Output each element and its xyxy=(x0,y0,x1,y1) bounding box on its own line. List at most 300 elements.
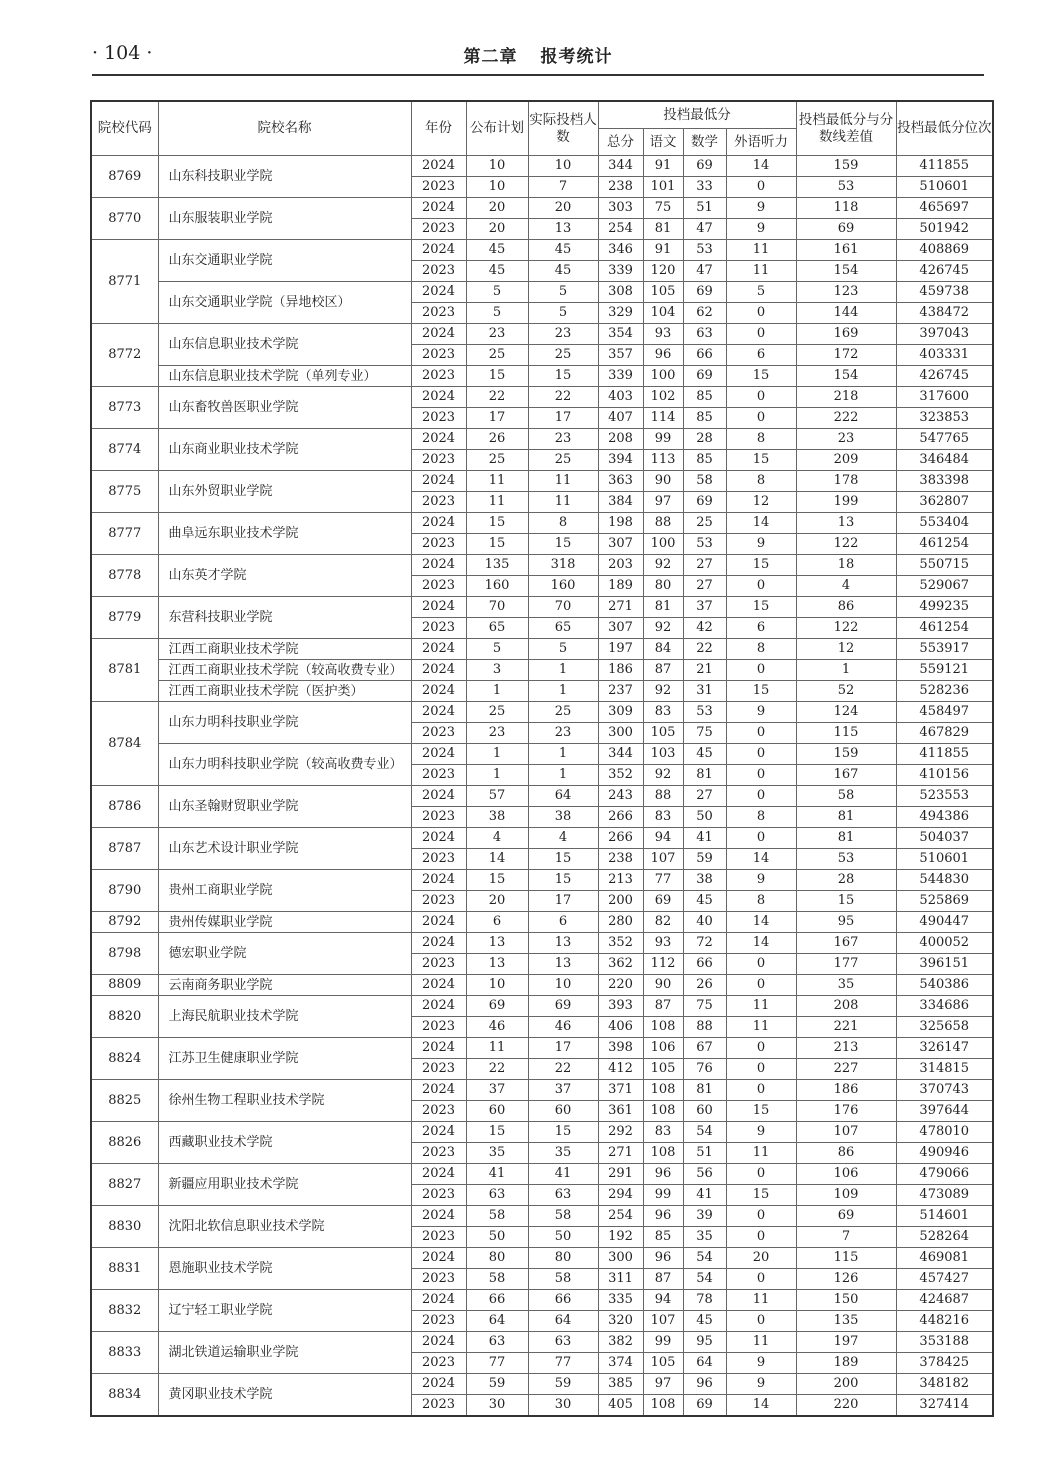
cell-plan: 22 xyxy=(466,1059,528,1080)
cell-chinese: 80 xyxy=(643,576,683,597)
header-plan: 公布计划 xyxy=(466,101,528,156)
cell-diff: 150 xyxy=(796,1290,896,1311)
cell-chinese: 113 xyxy=(643,450,683,471)
cell-rank: 553917 xyxy=(896,639,993,660)
cell-actual: 60 xyxy=(528,1101,598,1122)
cell-actual: 35 xyxy=(528,1143,598,1164)
table-row xyxy=(91,471,993,492)
cell-chinese: 69 xyxy=(643,891,683,912)
cell-year: 2024 xyxy=(411,1374,466,1395)
cell-plan: 6 xyxy=(466,912,528,933)
cell-math: 95 xyxy=(683,1332,726,1353)
cell-foreign: 9 xyxy=(726,1374,796,1395)
cell-foreign: 0 xyxy=(726,975,796,996)
cell-total: 393 xyxy=(598,996,643,1017)
cell-foreign: 0 xyxy=(726,408,796,429)
table-body xyxy=(91,156,993,1417)
cell-plan: 17 xyxy=(466,408,528,429)
cell-year: 2024 xyxy=(411,597,466,618)
cell-plan: 13 xyxy=(466,933,528,954)
cell-foreign: 11 xyxy=(726,1290,796,1311)
cell-chinese: 90 xyxy=(643,471,683,492)
cell-year: 2023 xyxy=(411,1353,466,1374)
cell-name: 江西工商职业技术学院 xyxy=(158,639,411,660)
cell-diff: 159 xyxy=(796,744,896,765)
cell-actual: 17 xyxy=(528,1038,598,1059)
cell-plan: 15 xyxy=(466,1122,528,1143)
cell-rank: 323853 xyxy=(896,408,993,429)
cell-year: 2023 xyxy=(411,177,466,198)
cell-year: 2024 xyxy=(411,555,466,576)
cell-code: 8779 xyxy=(91,597,158,639)
cell-rank: 499235 xyxy=(896,597,993,618)
cell-chinese: 104 xyxy=(643,303,683,324)
table-row xyxy=(91,1038,993,1059)
cell-plan: 25 xyxy=(466,345,528,366)
cell-diff: 197 xyxy=(796,1332,896,1353)
cell-diff: 169 xyxy=(796,324,896,345)
cell-year: 2024 xyxy=(411,1122,466,1143)
cell-rank: 514601 xyxy=(896,1206,993,1227)
cell-rank: 397644 xyxy=(896,1101,993,1122)
cell-rank: 490447 xyxy=(896,912,993,933)
cell-diff: 222 xyxy=(796,408,896,429)
cell-total: 238 xyxy=(598,177,643,198)
cell-plan: 14 xyxy=(466,849,528,870)
cell-plan: 26 xyxy=(466,429,528,450)
cell-math: 25 xyxy=(683,513,726,534)
cell-year: 2023 xyxy=(411,534,466,555)
cell-total: 363 xyxy=(598,471,643,492)
cell-chinese: 97 xyxy=(643,1374,683,1395)
cell-actual: 64 xyxy=(528,786,598,807)
cell-math: 53 xyxy=(683,240,726,261)
cell-math: 40 xyxy=(683,912,726,933)
cell-plan: 25 xyxy=(466,702,528,723)
cell-chinese: 92 xyxy=(643,765,683,786)
cell-plan: 15 xyxy=(466,513,528,534)
cell-total: 371 xyxy=(598,1080,643,1101)
cell-year: 2024 xyxy=(411,513,466,534)
cell-math: 54 xyxy=(683,1269,726,1290)
cell-name: 山东外贸职业学院 xyxy=(158,471,411,513)
cell-plan: 160 xyxy=(466,576,528,597)
header-rank: 投档最低分位次 xyxy=(896,101,993,156)
cell-rank: 448216 xyxy=(896,1311,993,1332)
cell-math: 41 xyxy=(683,828,726,849)
cell-foreign: 11 xyxy=(726,996,796,1017)
cell-diff: 23 xyxy=(796,429,896,450)
cell-plan: 77 xyxy=(466,1353,528,1374)
cell-foreign: 11 xyxy=(726,1017,796,1038)
cell-rank: 559121 xyxy=(896,660,993,681)
cell-actual: 23 xyxy=(528,723,598,744)
cell-math: 39 xyxy=(683,1206,726,1227)
cell-code: 8834 xyxy=(91,1374,158,1417)
cell-name: 恩施职业技术学院 xyxy=(158,1248,411,1290)
cell-math: 96 xyxy=(683,1374,726,1395)
cell-chinese: 83 xyxy=(643,702,683,723)
cell-plan: 11 xyxy=(466,1038,528,1059)
cell-total: 254 xyxy=(598,219,643,240)
cell-total: 266 xyxy=(598,828,643,849)
cell-diff: 69 xyxy=(796,1206,896,1227)
cell-math: 69 xyxy=(683,156,726,177)
cell-chinese: 108 xyxy=(643,1143,683,1164)
cell-actual: 8 xyxy=(528,513,598,534)
cell-name: 山东信息职业技术学院 xyxy=(158,324,411,366)
cell-year: 2023 xyxy=(411,765,466,786)
cell-actual: 1 xyxy=(528,681,598,702)
cell-name: 东营科技职业学院 xyxy=(158,597,411,639)
cell-year: 2024 xyxy=(411,1038,466,1059)
cell-year: 2023 xyxy=(411,618,466,639)
cell-total: 352 xyxy=(598,933,643,954)
cell-rank: 473089 xyxy=(896,1185,993,1206)
cell-math: 41 xyxy=(683,1185,726,1206)
cell-total: 335 xyxy=(598,1290,643,1311)
cell-total: 271 xyxy=(598,1143,643,1164)
cell-foreign: 0 xyxy=(726,1227,796,1248)
table-row xyxy=(91,870,993,891)
cell-name: 山东力明科技职业学院 xyxy=(158,702,411,744)
cell-plan: 63 xyxy=(466,1185,528,1206)
cell-foreign: 15 xyxy=(726,1101,796,1122)
cell-diff: 176 xyxy=(796,1101,896,1122)
cell-chinese: 87 xyxy=(643,660,683,681)
cell-plan: 65 xyxy=(466,618,528,639)
cell-math: 85 xyxy=(683,408,726,429)
cell-math: 27 xyxy=(683,786,726,807)
cell-year: 2023 xyxy=(411,450,466,471)
cell-year: 2024 xyxy=(411,870,466,891)
cell-code: 8775 xyxy=(91,471,158,513)
cell-math: 45 xyxy=(683,744,726,765)
cell-math: 76 xyxy=(683,1059,726,1080)
cell-name: 曲阜远东职业技术学院 xyxy=(158,513,411,555)
cell-math: 75 xyxy=(683,996,726,1017)
cell-math: 27 xyxy=(683,576,726,597)
cell-plan: 60 xyxy=(466,1101,528,1122)
cell-total: 357 xyxy=(598,345,643,366)
cell-total: 354 xyxy=(598,324,643,345)
cell-year: 2023 xyxy=(411,807,466,828)
cell-code: 8777 xyxy=(91,513,158,555)
cell-foreign: 0 xyxy=(726,1059,796,1080)
cell-year: 2024 xyxy=(411,471,466,492)
cell-total: 394 xyxy=(598,450,643,471)
cell-diff: 118 xyxy=(796,198,896,219)
table-row xyxy=(91,996,993,1017)
cell-rank: 400052 xyxy=(896,933,993,954)
table-row xyxy=(91,1206,993,1227)
cell-chinese: 96 xyxy=(643,1206,683,1227)
cell-chinese: 96 xyxy=(643,1248,683,1269)
table-row xyxy=(91,597,993,618)
cell-diff: 28 xyxy=(796,870,896,891)
cell-plan: 11 xyxy=(466,492,528,513)
cell-total: 412 xyxy=(598,1059,643,1080)
header-chinese: 语文 xyxy=(643,129,683,156)
cell-total: 292 xyxy=(598,1122,643,1143)
cell-total: 308 xyxy=(598,282,643,303)
cell-foreign: 0 xyxy=(726,765,796,786)
cell-actual: 10 xyxy=(528,156,598,177)
cell-math: 31 xyxy=(683,681,726,702)
cell-code: 8824 xyxy=(91,1038,158,1080)
cell-math: 56 xyxy=(683,1164,726,1185)
cell-plan: 41 xyxy=(466,1164,528,1185)
cell-total: 320 xyxy=(598,1311,643,1332)
cell-actual: 22 xyxy=(528,1059,598,1080)
cell-rank: 478010 xyxy=(896,1122,993,1143)
cell-total: 398 xyxy=(598,1038,643,1059)
cell-diff: 53 xyxy=(796,177,896,198)
cell-diff: 177 xyxy=(796,954,896,975)
cell-chinese: 108 xyxy=(643,1101,683,1122)
table-row xyxy=(91,555,993,576)
cell-diff: 1 xyxy=(796,660,896,681)
cell-plan: 45 xyxy=(466,240,528,261)
cell-year: 2024 xyxy=(411,1332,466,1353)
table-row xyxy=(91,429,993,450)
cell-plan: 30 xyxy=(466,1395,528,1417)
cell-rank: 529067 xyxy=(896,576,993,597)
cell-diff: 159 xyxy=(796,156,896,177)
cell-plan: 15 xyxy=(466,366,528,387)
table-row xyxy=(91,240,993,261)
cell-math: 21 xyxy=(683,660,726,681)
cell-year: 2023 xyxy=(411,954,466,975)
table-row xyxy=(91,1122,993,1143)
cell-actual: 5 xyxy=(528,282,598,303)
cell-diff: 186 xyxy=(796,1080,896,1101)
cell-foreign: 14 xyxy=(726,156,796,177)
cell-chinese: 85 xyxy=(643,1227,683,1248)
cell-diff: 115 xyxy=(796,723,896,744)
cell-foreign: 8 xyxy=(726,429,796,450)
cell-diff: 167 xyxy=(796,765,896,786)
cell-diff: 135 xyxy=(796,1311,896,1332)
cell-name: 山东交通职业学院（异地校区） xyxy=(158,282,411,324)
table-row xyxy=(91,282,993,303)
cell-rank: 426745 xyxy=(896,366,993,387)
cell-actual: 15 xyxy=(528,366,598,387)
table-row xyxy=(91,1290,993,1311)
cell-diff: 161 xyxy=(796,240,896,261)
cell-name: 山东商业职业技术学院 xyxy=(158,429,411,471)
cell-total: 307 xyxy=(598,618,643,639)
cell-year: 2024 xyxy=(411,639,466,660)
table-row xyxy=(91,156,993,177)
cell-diff: 218 xyxy=(796,387,896,408)
page-number: · 104 · xyxy=(92,42,153,64)
cell-diff: 81 xyxy=(796,807,896,828)
cell-rank: 348182 xyxy=(896,1374,993,1395)
cell-actual: 45 xyxy=(528,261,598,282)
cell-chinese: 97 xyxy=(643,492,683,513)
chapter-title xyxy=(92,42,984,67)
cell-code: 8769 xyxy=(91,156,158,198)
cell-name: 山东艺术设计职业学院 xyxy=(158,828,411,870)
cell-code: 8792 xyxy=(91,912,158,933)
cell-diff: 154 xyxy=(796,366,896,387)
cell-rank: 494386 xyxy=(896,807,993,828)
cell-foreign: 0 xyxy=(726,828,796,849)
cell-diff: 109 xyxy=(796,1185,896,1206)
cell-year: 2023 xyxy=(411,1185,466,1206)
cell-rank: 408869 xyxy=(896,240,993,261)
cell-name: 上海民航职业技术学院 xyxy=(158,996,411,1038)
cell-chinese: 108 xyxy=(643,1017,683,1038)
cell-actual: 6 xyxy=(528,912,598,933)
cell-chinese: 77 xyxy=(643,870,683,891)
cell-foreign: 9 xyxy=(726,198,796,219)
cell-math: 66 xyxy=(683,345,726,366)
cell-total: 192 xyxy=(598,1227,643,1248)
cell-year: 2024 xyxy=(411,282,466,303)
cell-rank: 459738 xyxy=(896,282,993,303)
cell-diff: 126 xyxy=(796,1269,896,1290)
cell-diff: 86 xyxy=(796,1143,896,1164)
cell-math: 63 xyxy=(683,324,726,345)
cell-actual: 15 xyxy=(528,1122,598,1143)
cell-year: 2024 xyxy=(411,1164,466,1185)
cell-math: 88 xyxy=(683,1017,726,1038)
cell-foreign: 12 xyxy=(726,492,796,513)
cell-total: 361 xyxy=(598,1101,643,1122)
cell-chinese: 105 xyxy=(643,282,683,303)
cell-actual: 63 xyxy=(528,1185,598,1206)
cell-year: 2023 xyxy=(411,1227,466,1248)
cell-actual: 11 xyxy=(528,492,598,513)
header-actual: 实际投档人数 xyxy=(528,101,598,156)
cell-math: 69 xyxy=(683,366,726,387)
cell-name: 江西工商职业技术学院（医护类） xyxy=(158,681,411,702)
table-row xyxy=(91,1374,993,1395)
table-row xyxy=(91,933,993,954)
cell-foreign: 5 xyxy=(726,282,796,303)
cell-foreign: 0 xyxy=(726,1164,796,1185)
cell-rank: 326147 xyxy=(896,1038,993,1059)
cell-year: 2023 xyxy=(411,492,466,513)
table-row xyxy=(91,912,993,933)
cell-total: 329 xyxy=(598,303,643,324)
cell-code: 8827 xyxy=(91,1164,158,1206)
cell-plan: 1 xyxy=(466,681,528,702)
cell-year: 2024 xyxy=(411,429,466,450)
cell-year: 2024 xyxy=(411,1080,466,1101)
cell-chinese: 91 xyxy=(643,156,683,177)
cell-rank: 461254 xyxy=(896,534,993,555)
cell-total: 344 xyxy=(598,744,643,765)
header-diff: 投档最低分与分数线差值 xyxy=(796,101,896,156)
cell-math: 26 xyxy=(683,975,726,996)
cell-chinese: 83 xyxy=(643,1122,683,1143)
table-row xyxy=(91,198,993,219)
cell-plan: 10 xyxy=(466,177,528,198)
cell-plan: 46 xyxy=(466,1017,528,1038)
cell-chinese: 100 xyxy=(643,366,683,387)
cell-total: 280 xyxy=(598,912,643,933)
cell-foreign: 0 xyxy=(726,1206,796,1227)
cell-math: 47 xyxy=(683,219,726,240)
cell-foreign: 0 xyxy=(726,177,796,198)
cell-actual: 25 xyxy=(528,702,598,723)
cell-diff: 220 xyxy=(796,1395,896,1417)
cell-chinese: 91 xyxy=(643,240,683,261)
cell-foreign: 9 xyxy=(726,1122,796,1143)
cell-math: 53 xyxy=(683,534,726,555)
cell-total: 339 xyxy=(598,366,643,387)
cell-rank: 525869 xyxy=(896,891,993,912)
cell-rank: 410156 xyxy=(896,765,993,786)
cell-actual: 13 xyxy=(528,933,598,954)
cell-actual: 13 xyxy=(528,219,598,240)
cell-chinese: 96 xyxy=(643,1164,683,1185)
cell-code: 8784 xyxy=(91,702,158,786)
cell-plan: 13 xyxy=(466,954,528,975)
cell-math: 22 xyxy=(683,639,726,660)
cell-actual: 23 xyxy=(528,429,598,450)
cell-name: 新疆应用职业技术学院 xyxy=(158,1164,411,1206)
cell-diff: 122 xyxy=(796,534,896,555)
cell-name: 贵州传媒职业学院 xyxy=(158,912,411,933)
cell-foreign: 15 xyxy=(726,597,796,618)
cell-name: 山东信息职业技术学院（单列专业） xyxy=(158,366,411,387)
cell-math: 85 xyxy=(683,450,726,471)
cell-math: 51 xyxy=(683,198,726,219)
cell-foreign: 20 xyxy=(726,1248,796,1269)
cell-actual: 65 xyxy=(528,618,598,639)
cell-diff: 15 xyxy=(796,891,896,912)
cell-math: 35 xyxy=(683,1227,726,1248)
cell-rank: 314815 xyxy=(896,1059,993,1080)
cell-rank: 317600 xyxy=(896,387,993,408)
cell-actual: 66 xyxy=(528,1290,598,1311)
cell-year: 2024 xyxy=(411,660,466,681)
cell-name: 沈阳北软信息职业技术学院 xyxy=(158,1206,411,1248)
cell-math: 38 xyxy=(683,870,726,891)
cell-total: 238 xyxy=(598,849,643,870)
cell-total: 309 xyxy=(598,702,643,723)
cell-plan: 20 xyxy=(466,891,528,912)
cell-rank: 403331 xyxy=(896,345,993,366)
cell-code: 8833 xyxy=(91,1332,158,1374)
cell-rank: 327414 xyxy=(896,1395,993,1417)
cell-code: 8781 xyxy=(91,639,158,702)
cell-code: 8820 xyxy=(91,996,158,1038)
cell-total: 307 xyxy=(598,534,643,555)
cell-diff: 227 xyxy=(796,1059,896,1080)
cell-foreign: 8 xyxy=(726,639,796,660)
cell-chinese: 94 xyxy=(643,828,683,849)
cell-diff: 122 xyxy=(796,618,896,639)
cell-plan: 23 xyxy=(466,723,528,744)
cell-foreign: 15 xyxy=(726,681,796,702)
cell-actual: 1 xyxy=(528,660,598,681)
cell-math: 67 xyxy=(683,1038,726,1059)
cell-chinese: 114 xyxy=(643,408,683,429)
cell-foreign: 0 xyxy=(726,744,796,765)
cell-rank: 362807 xyxy=(896,492,993,513)
cell-foreign: 0 xyxy=(726,954,796,975)
cell-year: 2024 xyxy=(411,828,466,849)
cell-total: 339 xyxy=(598,261,643,282)
table-row xyxy=(91,387,993,408)
cell-actual: 20 xyxy=(528,198,598,219)
cell-diff: 12 xyxy=(796,639,896,660)
